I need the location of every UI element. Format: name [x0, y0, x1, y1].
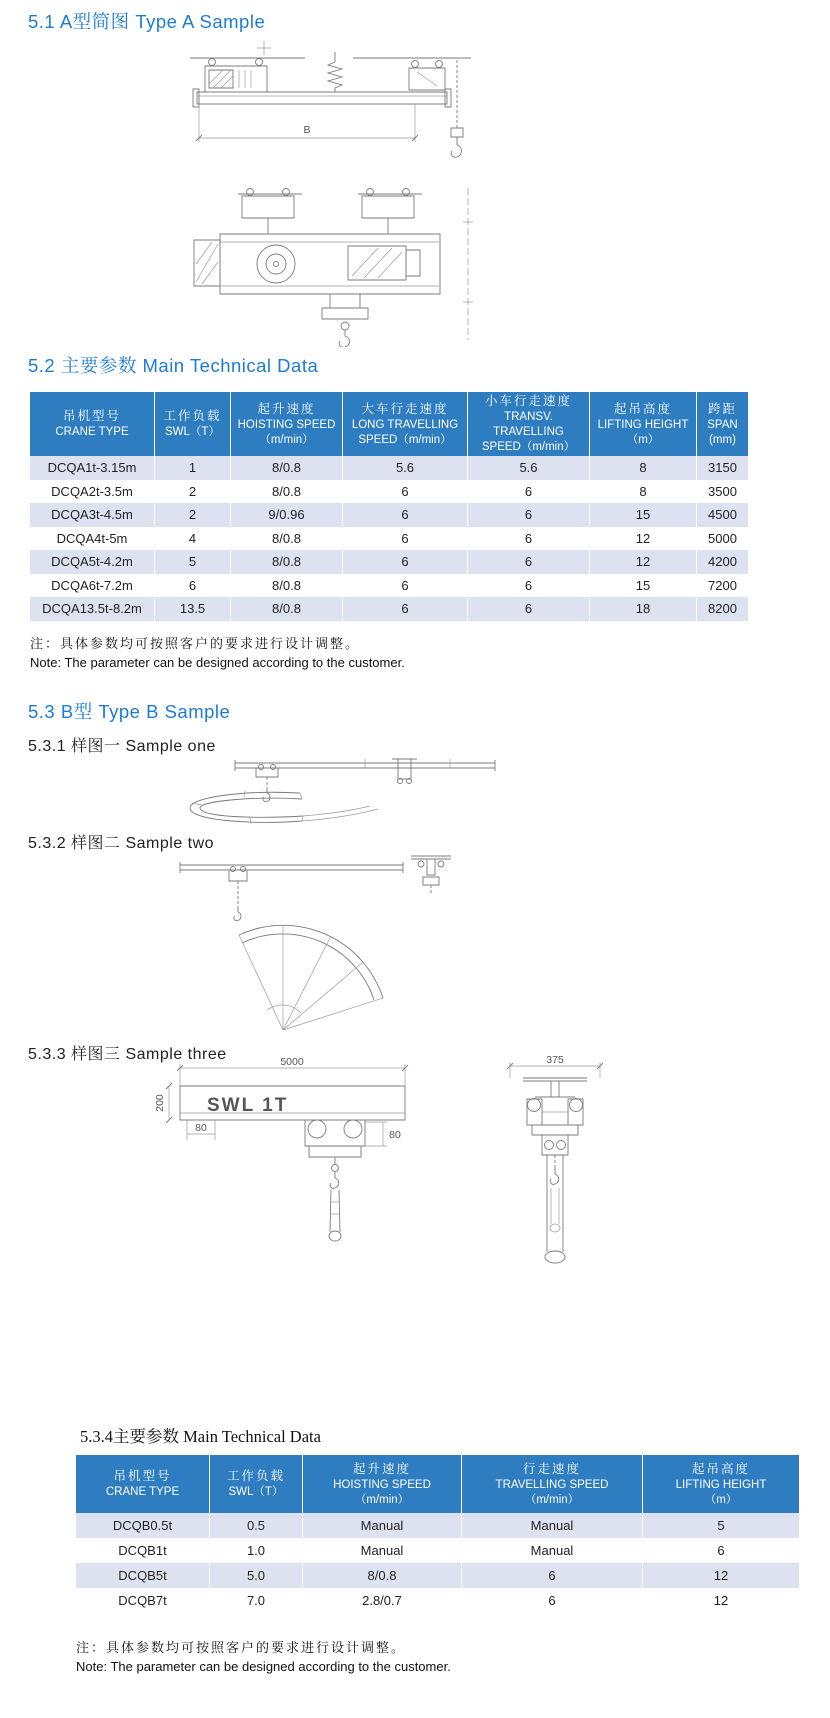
- table-row: DCQB7t 7.0 2.8/0.7 6 12: [76, 1588, 799, 1613]
- note-table-b: [76, 1638, 451, 1676]
- table-a-header-row: [30, 392, 748, 456]
- sample-one-drawing: [150, 757, 590, 829]
- col-hoisting-speed: 起升速度 HOISTING SPEED （m/min）: [231, 392, 343, 456]
- note-table-a: [30, 634, 405, 672]
- col-crane-type: 吊机型号 CRANE TYPE: [30, 392, 155, 456]
- heading-5-2: 5.2 主要参数 Main Technical Data: [28, 355, 319, 376]
- table-row: DCQA3t-4.5m 2 9/0.96 6 6 15 4500: [30, 503, 748, 527]
- note-cn: 注：具体参数均可按照客户的要求进行设计调整。: [30, 636, 361, 651]
- heading-5-3-2: 5.3.2 样图二 Sample two: [28, 835, 215, 852]
- dim-label-375: 375: [546, 1056, 564, 1066]
- heading-5-1: 5.1 A型简图 Type A Sample: [28, 11, 266, 32]
- dim-label-200: 200: [154, 1094, 166, 1112]
- heading-5-3: 5.3 B型 Type B Sample: [28, 701, 231, 722]
- col-span: 跨距 SPAN (mm): [697, 392, 748, 456]
- table-row: DCQA1t-3.15m 1 8/0.8 5.6 5.6 8 3150: [30, 456, 748, 480]
- table-row: DCQA6t-7.2m 6 8/0.8 6 6 15 7200: [30, 574, 748, 598]
- note-cn: 注：具体参数均可按照客户的要求进行设计调整。: [76, 1640, 407, 1655]
- dim-label-5000: 5000: [280, 1056, 304, 1068]
- col-lifting-height: 起吊高度 LIFTING HEIGHT （m）: [643, 1455, 799, 1513]
- table-row: DCQB5t 5.0 8/0.8 6 12: [76, 1563, 799, 1588]
- heading-5-3-4: 5.3.4主要参数 Main Technical Data: [80, 1427, 321, 1446]
- col-hoisting-speed: 起升速度 HOISTING SPEED （m/min）: [303, 1455, 462, 1513]
- table-row: DCQA4t-5m 4 8/0.8 6 6 12 5000: [30, 527, 748, 551]
- col-travelling-speed: 行走速度 TRAVELLING SPEED （m/min）: [462, 1455, 643, 1513]
- note-en: Note: The parameter can be designed according to the customer.: [76, 1659, 451, 1674]
- table-row: DCQB1t 1.0 Manual Manual 6: [76, 1538, 799, 1563]
- table-row: DCQA2t-3.5m 2 8/0.8 6 6 8 3500: [30, 480, 748, 504]
- col-lifting-height: 起吊高度 LIFTING HEIGHT （m）: [590, 392, 697, 456]
- sample-three-drawing: [95, 1056, 675, 1301]
- col-crane-type: 吊机型号 CRANE TYPE: [76, 1455, 210, 1513]
- table-row: DCQA13.5t-8.2m 13.5 8/0.8 6 6 18 8200: [30, 597, 748, 621]
- dim-label-80-left: 80: [195, 1122, 207, 1134]
- type-a-side-view-drawing: [180, 182, 480, 347]
- heading-5-3-3: 5.3.3 样图三 Sample three: [28, 1046, 227, 1063]
- dim-label-b: B: [303, 124, 311, 136]
- dim-label-80-right: 80: [389, 1129, 401, 1141]
- col-long-travelling-speed: 大车行走速度 LONG TRAVELLING SPEED（m/min）: [343, 392, 468, 456]
- table-row: DCQB0.5t 0.5 Manual Manual 5: [76, 1513, 799, 1538]
- col-swl: 工作负载 SWL（T）: [155, 392, 231, 456]
- heading-5-3-1: 5.3.1 样图一 Sample one: [28, 738, 216, 755]
- table-b-header-row: [76, 1455, 799, 1513]
- col-transv-travelling-speed: 小车行走速度 TRANSV. TRAVELLING SPEED（m/min）: [468, 392, 590, 456]
- swl-marking: SWL 1T: [207, 1095, 289, 1116]
- type-a-technical-data-table: [30, 392, 748, 621]
- type-a-front-elevation-drawing: [185, 40, 475, 175]
- note-en: Note: The parameter can be designed according to the customer.: [30, 655, 405, 670]
- sample-two-drawing: [155, 852, 575, 1037]
- col-swl: 工作负载 SWL（T）: [210, 1455, 303, 1513]
- table-row: DCQA5t-4.2m 5 8/0.8 6 6 12 4200: [30, 550, 748, 574]
- type-b-technical-data-table: [76, 1455, 799, 1613]
